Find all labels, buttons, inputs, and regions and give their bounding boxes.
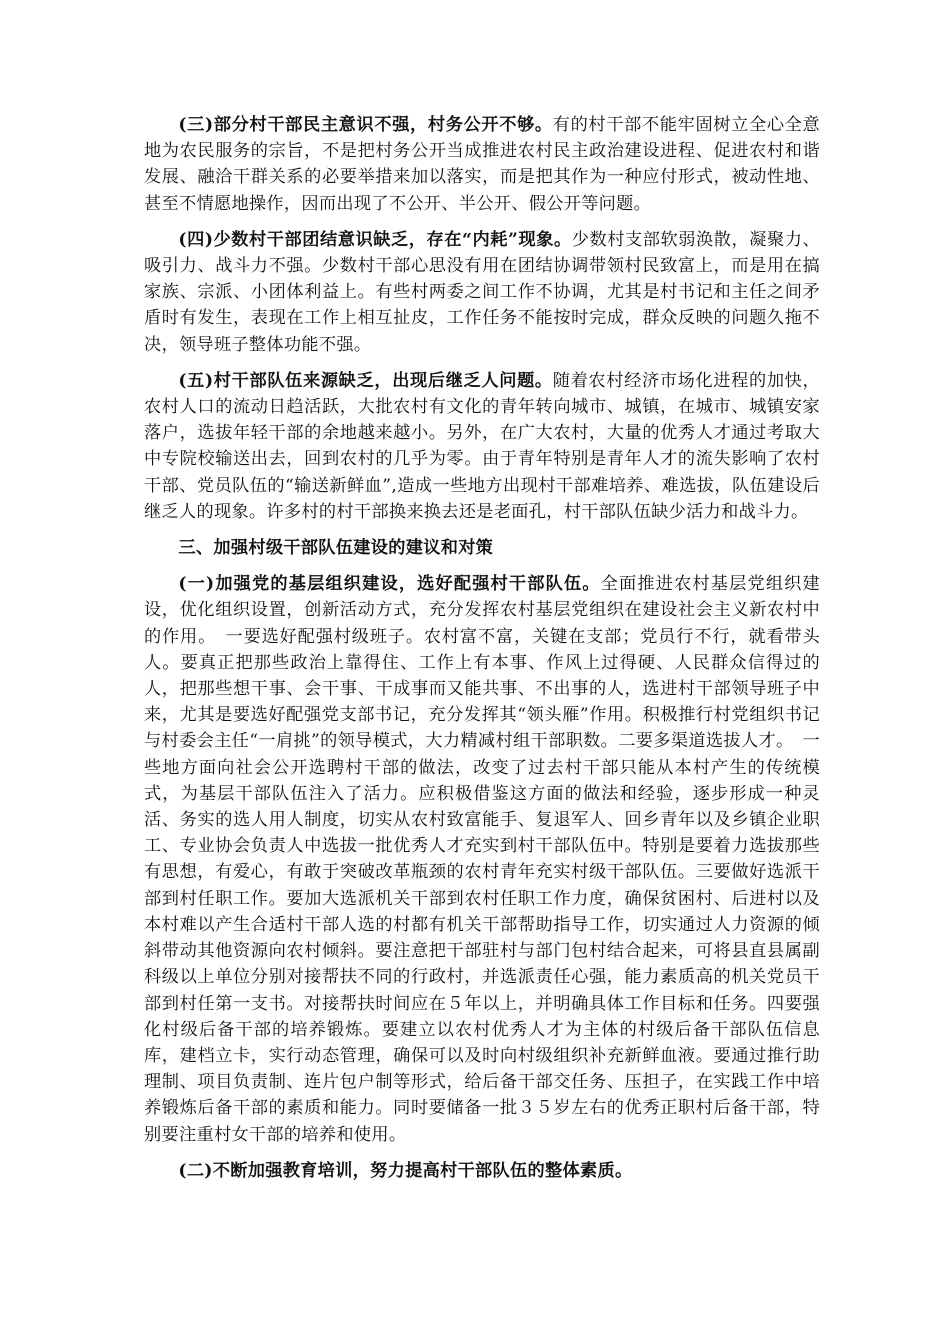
paragraph-body: 全面推进农村基层党组织建设，优化组织设置，创新活动方式，充分发挥农村基层党组织在建设社会主义新农村中的作用。 一要选好配强村级班子。农村富不富，关键在支部；党员行不行，就看带头人。要真正把那些政治上靠得住、工作上有本事、作风上过得硬、人民群众信得过的人，把那些想干事、会干事、干成事而又能共事、不出事的人，选进村干部领导班子中来，尤其是要选好配强党支部书记，充分发挥其“领头雁”作用。积极推行村党组织书记与村委会主任“一肩挑”的领导模式，大力精减村组干部职数。二要多渠道选拔人才。 一些地方面向社会公开选聘村干部的做法，改变了过去村干部只能从本村产生的传统模式，为基层干部队伍注入了活力。应积极借鉴这方面的做法和经验，逐步形成一种灵活、务实的选人用人制度，切实从农村致富能手、复退军人、回乡青年以及乡镇企业职工、专业协会负责人中选拔一批优秀人才充实到村干部队伍中。特别是要着力选拔那些有思想，有爱心，有敢于突破改革瓶颈的农村青年充实村级干部队伍。三要做好选派干部到村任职工作。要加大选派机关干部到农村任职工作力度，确保贫困村、后进村以及本村难以产生合适村干部人选的村都有机关干部帮助指导工作，切实通过人力资源的倾斜带动其他资源向农村倾斜。要注意把干部驻村与部门包村结合起来，可将县直县属副科级以上单位分别对接帮扶不同的行政村，并选派责任心强，能力素质高的机关党员干部到村任第一支书。对接帮扶时间应在５年以上，并明确具体工作目标和任务。四要强化村级后备干部的培养锻炼。要建立以农村优秀人才为主体的村级后备干部队伍信息库，建档立卡，实行动态管理，确保可以及时向村级组织补充新鲜血液。要通过推行助理制、项目负责制、连片包户制等形式，给后备干部交任务、压担子，在实践工作中培养锻炼后备干部的素质和能力。同时要储备一批３５岁左右的优秀正职村后备干部，特别要注重村女干部的培养和使用。 xyxy=(144,574,821,1145)
paragraph-lead: (二)不断加强教育培训，努力提高村干部队伍的整体素质。 xyxy=(178,1160,633,1181)
paragraph-lead: (四)少数村干部团结意识缺乏，存在“内耗”现象。 xyxy=(178,229,572,250)
paragraph-lead: (一)加强党的基层组织建设，选好配强村干部队伍。 xyxy=(178,574,601,595)
document-page xyxy=(144,112,820,1194)
paragraph-body: 少数村支部软弱涣散，凝聚力、吸引力、战斗力不强。少数村干部心思没有用在团结协调带领村民致富上，而是用在搞家族、宗派、小团体利益上。有些村两委之间工作不协调，尤其是村书记和主任之间矛盾时有发生，表现在工作上相互扯皮，工作任务不能按时完成，群众反映的问题久拖不决，领导班子整体功能不强。 xyxy=(144,229,820,355)
paragraph-lead: (三)部分村干部民主意识不强，村务公开不够。 xyxy=(178,115,553,135)
paragraph-lead: (五)村干部队伍来源缺乏，出现后继乏人问题。 xyxy=(178,370,553,391)
paragraph-body: 有的村干部不能牢固树立全心全意地为农民服务的宗旨，不是把村务公开当成推进农村民主政治建设进程、促进农村和谐发展、融洽干群关系的必要举措来加以落实，而是把其作为一种应付形式，被动性地、甚至不情愿地操作，因而出现了不公开、半公开、假公开等问题。 xyxy=(144,115,820,214)
paragraph-body: 随着农村经济市场化进程的加快，农村人口的流动日趋活跃，大批农村有文化的青年转向城市、城镇，在城市、城镇安家落户，选拔年轻干部的余地越来越小。另外，在广大农村，大量的优秀人才通过考取大中专院校输送出去，回到农村的几乎为零。由于青年特别是青年人才的流失影响了农村干部、党员队伍的“输送新鲜血”,造成一些地方出现村干部难培养、难选拔，队伍建设后继乏人的现象。许多村的村干部换来换去还是老面孔，村干部队伍缺少活力和战斗力。 xyxy=(144,370,820,522)
subsection-2 xyxy=(144,1158,820,1184)
subsection-1 xyxy=(144,571,820,1147)
paragraph-4 xyxy=(144,227,820,358)
paragraph-5 xyxy=(144,368,820,525)
paragraph-3 xyxy=(144,112,820,217)
section-heading: 三、加强村级干部队伍建设的建议和对策 xyxy=(178,538,494,559)
